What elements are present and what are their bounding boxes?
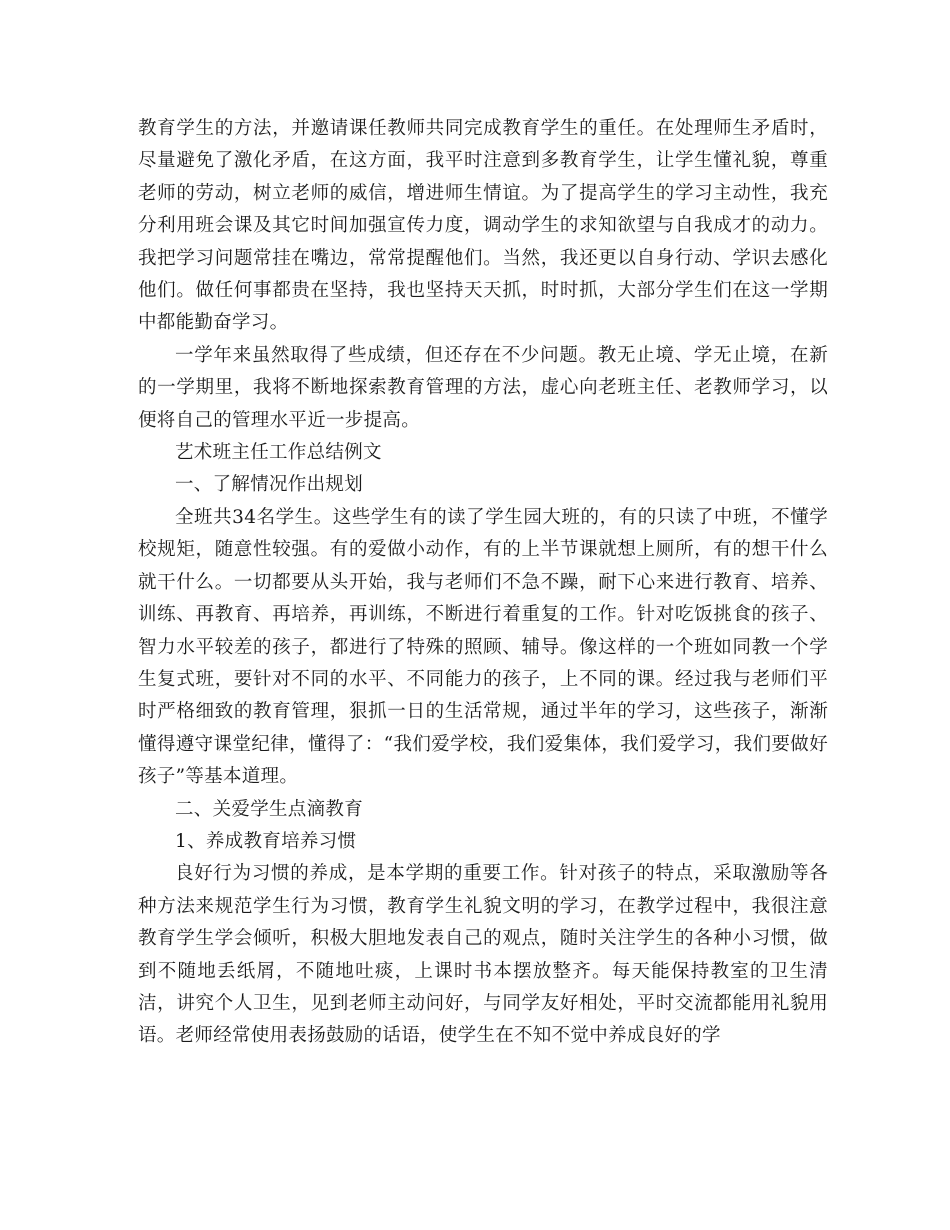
paragraph-year-summary: 一学年来虽然取得了些成绩，但还存在不少问题。教无止境、学无止境，在新的一学期里，我将不断地探索教育管理的方法，虚心向老班主任、老教师学习，以便将自己的管理水平近一步提高。 [138, 344, 828, 431]
subheading-habit-education: 1、养成教育培养习惯 [175, 830, 357, 852]
document-body [138, 113, 828, 1053]
paragraph-habit-formation: 良好行为习惯的养成，是本学期的重要工作。针对孩子的特点，采取激励等各种方法来规范学生行为习惯，教育学生礼貌文明的学习，在教学过程中，我很注意教育学生学会倾听，积极大胆地发表自己的观点，随时关注学生的各种小习惯，做到不随地丢纸屑，不随地吐痰，上课时书本摆放整齐。每天能保持教室的卫生清洁，讲究个人卫生，见到老师主动问好，与同学友好相处，平时交流都能用礼貌用语。老师经常使用表扬鼓励的话语，使学生在不知不觉中养成良好的学 [138, 863, 828, 1047]
heading-care-students: 二、关爱学生点滴教育 [175, 798, 364, 820]
paragraph-class-overview: 全班共34名学生。这些学生有的读了学生园大班的，有的只读了中班，不懂学校规矩，随意性较强。有的爱做小动作，有的上半节课就想上厕所，有的想干什么就干什么。一切都要从头开始，我与老师们不急不躁，耐下心来进行教育、培养、训练、再教育、再培养，再训练，不断进行着重复的工作。针对吃饭挑食的孩子、智力水平较差的孩子，都进行了特殊的照顾、辅导。像这样的一个班如同教一个学生复式班，要针对不同的水平、不同能力的孩子，上不同的课。经过我与老师们平时严格细致的教育管理，狠抓一日的生活常规，通过半年的学习，这些孩子，渐渐懂得遵守课堂纪律，懂得了：“我们爱学校，我们爱集体，我们爱学习，我们要做好孩子”等基本道理。 [138, 506, 828, 788]
section-title: 艺术班主任工作总结例文 [175, 442, 382, 464]
heading-understand-situation: 一、了解情况作出规划 [175, 474, 364, 496]
paragraph-teaching-methods: 教育学生的方法，并邀请课任教师共同完成教育学生的重任。在处理师生矛盾时，尽量避免了激化矛盾，在这方面，我平时注意到多教育学生，让学生懂礼貌，尊重老师的劳动，树立老师的威信，增进师生情谊。为了提高学生的学习主动性，我充分利用班会课及其它时间加强宣传力度，调动学生的求知欲望与自我成才的动力。我把学习问题常挂在嘴边，常常提醒他们。当然，我还更以自身行动、学识去感化他们。做任何事都贵在坚持，我也坚持天天抓，时时抓，大部分学生们在这一学期中都能勤奋学习。 [138, 118, 828, 334]
